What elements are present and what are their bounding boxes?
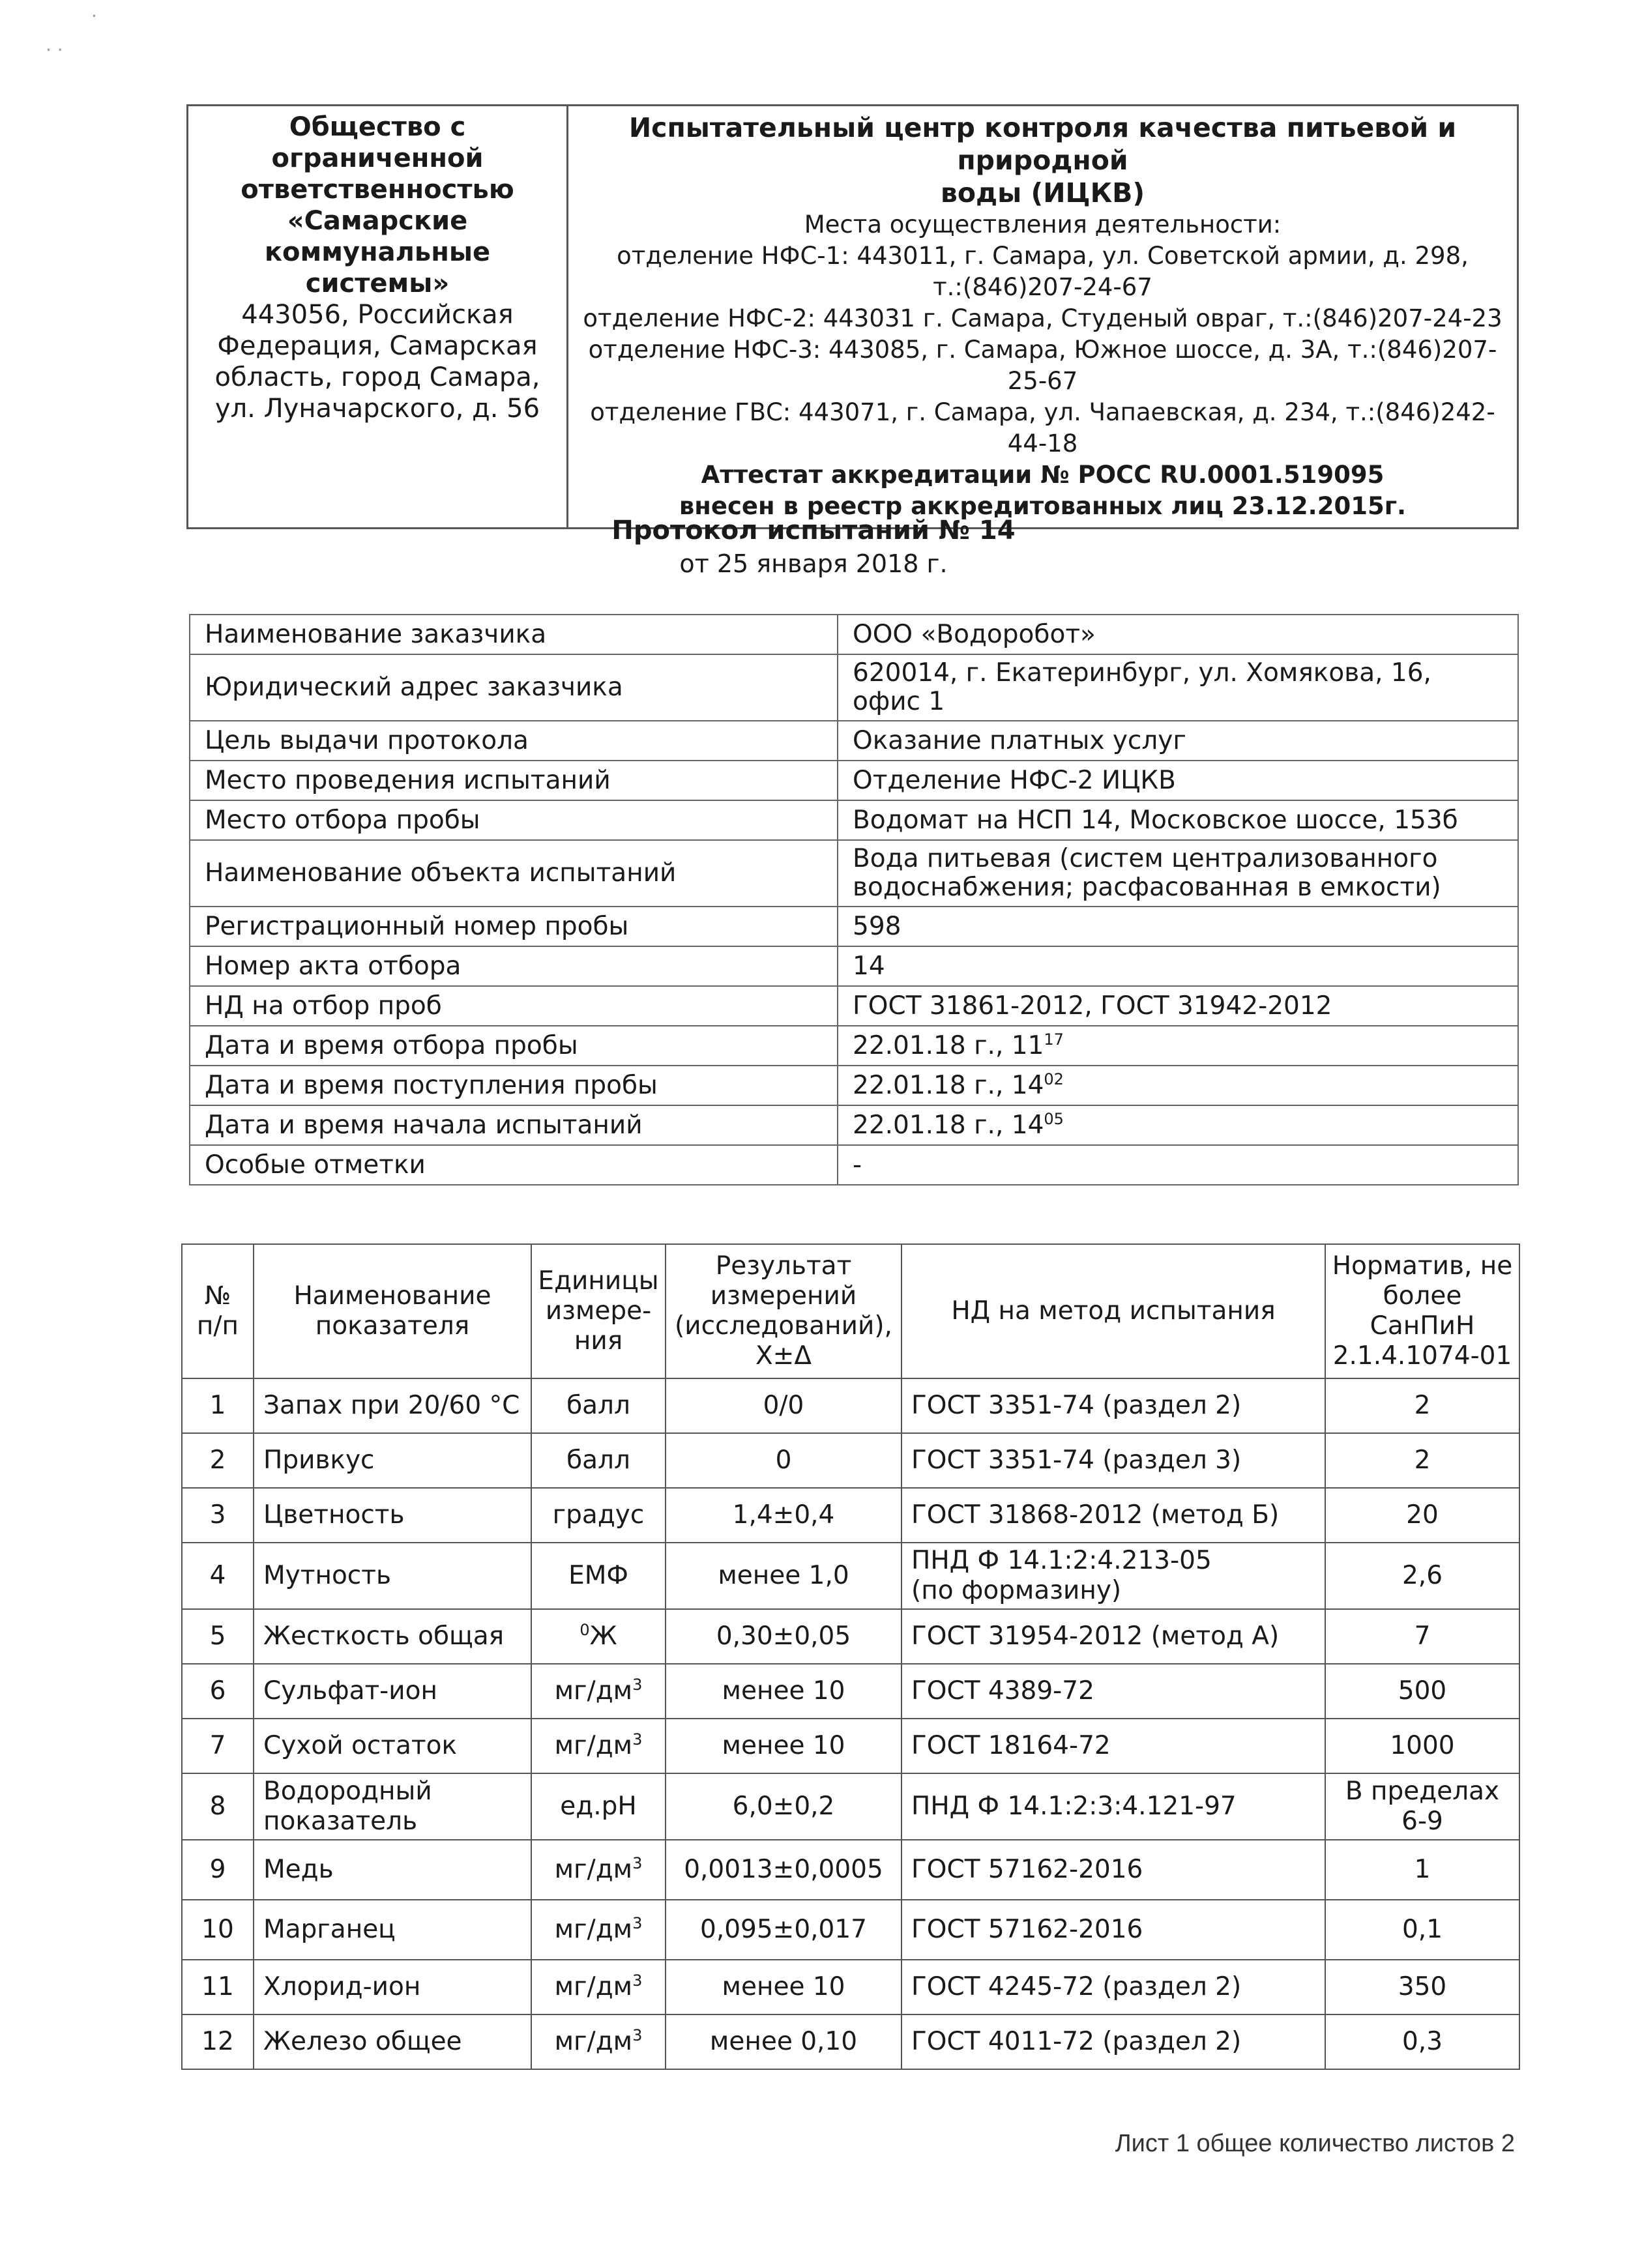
- unit: $мг/дм^3$: [531, 1960, 666, 2014]
- header-indicator-name: Наименование показателя: [254, 1244, 531, 1378]
- test-method: ГОСТ 57162-2016: [901, 1840, 1325, 1900]
- test-method: ГОСТ 18164-72: [901, 1719, 1325, 1773]
- row-number: 10: [182, 1900, 254, 1960]
- norm-value: 500: [1325, 1664, 1519, 1719]
- info-row: [190, 1066, 1518, 1105]
- results-table: [181, 1243, 1520, 2070]
- result-value: менее 0,10: [666, 2014, 901, 2069]
- row-number: 4: [182, 1543, 254, 1609]
- info-value: 14: [838, 946, 1518, 986]
- info-row: [190, 800, 1518, 840]
- info-label: Цель выдачи протокола: [190, 721, 838, 761]
- indicator-name: Сульфат-ион: [254, 1664, 531, 1719]
- info-row: [190, 907, 1518, 946]
- info-label: Дата и время отбора пробы: [190, 1026, 838, 1066]
- test-method: ГОСТ 3351-74 (раздел 3): [901, 1433, 1325, 1488]
- norm-value: 1: [1325, 1840, 1519, 1900]
- info-row: [190, 840, 1518, 907]
- norm-value: 350: [1325, 1960, 1519, 2014]
- header-method: НД на метод испытания: [901, 1244, 1325, 1378]
- sample-info-table: [189, 614, 1519, 1185]
- info-row: [190, 654, 1518, 721]
- result-value: 1,4±0,4: [666, 1488, 901, 1543]
- indicator-name: Железо общее: [254, 2014, 531, 2069]
- info-value: Отделение НФС-2 ИЦКВ: [838, 761, 1518, 800]
- info-value: 22.01.18 г., $14^{05}$: [838, 1105, 1518, 1145]
- info-value: Оказание платных услуг: [838, 721, 1518, 761]
- results-row: [182, 1488, 1519, 1543]
- row-number: 6: [182, 1664, 254, 1719]
- result-value: менее 10: [666, 1960, 901, 2014]
- accreditation: Аттестат аккредитации № РОСС RU.0001.519095 внесен в реестр аккредитованных лиц 23.12.2015г.: [679, 461, 1407, 520]
- info-row: [190, 946, 1518, 986]
- info-value: Водомат на НСП 14, Московское шоссе, 153б: [838, 800, 1518, 840]
- norm-value: 7: [1325, 1609, 1519, 1664]
- testing-center-title: Испытательный центр контроля качества питьевой и природной воды (ИЦКВ): [628, 112, 1457, 209]
- row-number: 5: [182, 1609, 254, 1664]
- scan-speck: · ·: [46, 39, 63, 61]
- results-row: [182, 1840, 1519, 1900]
- unit: балл: [531, 1433, 666, 1488]
- result-value: 0/0: [666, 1378, 901, 1433]
- info-row: [190, 615, 1518, 654]
- info-value: 22.01.18 г., $11^{17}$: [838, 1026, 1518, 1066]
- testing-center-cell: [568, 106, 1518, 529]
- header-table: [186, 104, 1519, 529]
- test-method: ПНД Ф 14.1:2:4.213-05 (по формазину): [901, 1543, 1325, 1609]
- result-value: менее 1,0: [666, 1543, 901, 1609]
- info-row: [190, 1145, 1518, 1185]
- norm-value: 0,1: [1325, 1900, 1519, 1960]
- results-row: [182, 1664, 1519, 1719]
- branch-line: отделение НФС-1: 443011, г. Самара, ул. Советской армии, д. 298,: [617, 242, 1469, 270]
- unit: балл: [531, 1378, 666, 1433]
- info-value: ГОСТ 31861-2012, ГОСТ 31942-2012: [838, 986, 1518, 1026]
- places-label: Места осуществления деятельности:: [804, 211, 1282, 239]
- info-label: Наименование объекта испытаний: [190, 840, 838, 907]
- organization-address: 443056, Российская Федерация, Самарская область, город Самара, ул. Луначарского, д. 56: [214, 300, 540, 424]
- info-value: ООО «Водоробот»: [838, 615, 1518, 654]
- info-value: 620014, г. Екатеринбург, ул. Хомякова, 16, офис 1: [838, 654, 1518, 721]
- results-row: [182, 1719, 1519, 1773]
- unit: $мг/дм^3$: [531, 1840, 666, 1900]
- info-value: 22.01.18 г., $14^{02}$: [838, 1066, 1518, 1105]
- branch-line: отделение ГВС: 443071, г. Самара, ул. Чапаевская, д. 234, т.:(846)242-44-18: [590, 398, 1495, 458]
- info-label: Дата и время начала испытаний: [190, 1105, 838, 1145]
- page-footer: Лист 1 общее количество листов 2: [1115, 2130, 1515, 2157]
- result-value: 0,0013±0,0005: [666, 1840, 901, 1900]
- info-label: Наименование заказчика: [190, 615, 838, 654]
- organization-cell: [188, 106, 568, 529]
- norm-value: 2: [1325, 1433, 1519, 1488]
- row-number: 12: [182, 2014, 254, 2069]
- result-value: 6,0±0,2: [666, 1773, 901, 1840]
- results-row: [182, 1900, 1519, 1960]
- test-method: ГОСТ 57162-2016: [901, 1900, 1325, 1960]
- row-number: 9: [182, 1840, 254, 1900]
- indicator-name: Сухой остаток: [254, 1719, 531, 1773]
- result-value: 0,30±0,05: [666, 1609, 901, 1664]
- norm-value: 2: [1325, 1378, 1519, 1433]
- test-method: ГОСТ 4011-72 (раздел 2): [901, 2014, 1325, 2069]
- test-method: ГОСТ 31954-2012 (метод А): [901, 1609, 1325, 1664]
- results-row: [182, 1433, 1519, 1488]
- results-row: [182, 1609, 1519, 1664]
- info-label: Номер акта отбора: [190, 946, 838, 986]
- info-label: Особые отметки: [190, 1145, 838, 1185]
- row-number: 8: [182, 1773, 254, 1840]
- norm-value: В пределах 6-9: [1325, 1773, 1519, 1840]
- header-units: Единицы измере- ния: [531, 1244, 666, 1378]
- norm-value: 2,6: [1325, 1543, 1519, 1609]
- results-row: [182, 1378, 1519, 1433]
- info-label: НД на отбор проб: [190, 986, 838, 1026]
- indicator-name: Привкус: [254, 1433, 531, 1488]
- row-number: 1: [182, 1378, 254, 1433]
- test-method: ГОСТ 4389-72: [901, 1664, 1325, 1719]
- test-method: ПНД Ф 14.1:2:3:4.121-97: [901, 1773, 1325, 1840]
- indicator-name: Водородный показатель: [254, 1773, 531, 1840]
- norm-value: 20: [1325, 1488, 1519, 1543]
- unit: ЕМФ: [531, 1543, 666, 1609]
- info-value: -: [838, 1145, 1518, 1185]
- info-row: [190, 986, 1518, 1026]
- info-label: Юридический адрес заказчика: [190, 654, 838, 721]
- norm-value: 0,3: [1325, 2014, 1519, 2069]
- info-row: [190, 761, 1518, 800]
- test-method: ГОСТ 31868-2012 (метод Б): [901, 1488, 1325, 1543]
- test-method: ГОСТ 3351-74 (раздел 2): [901, 1378, 1325, 1433]
- results-row: [182, 1960, 1519, 2014]
- header-result: Результат измерений (исследований), Х±Δ: [666, 1244, 901, 1378]
- unit: градус: [531, 1488, 666, 1543]
- info-row: [190, 721, 1518, 761]
- indicator-name: Цветность: [254, 1488, 531, 1543]
- info-value: Вода питьевая (систем централизованного водоснабжения; расфасованная в емкости): [838, 840, 1518, 907]
- header-number: № п/п: [182, 1244, 254, 1378]
- row-number: 11: [182, 1960, 254, 2014]
- results-header-row: [182, 1244, 1519, 1378]
- branch-line: отделение НФС-3: 443085, г. Самара, Южное шоссе, д. 3А, т.:(846)207-25-67: [588, 336, 1497, 395]
- result-value: 0: [666, 1433, 901, 1488]
- unit: ед.pH: [531, 1773, 666, 1840]
- result-value: 0,095±0,017: [666, 1900, 901, 1960]
- protocol-date: от 25 января 2018 г.: [679, 549, 948, 578]
- protocol-title: Протокол испытаний № 14: [611, 516, 1016, 545]
- row-number: 2: [182, 1433, 254, 1488]
- row-number: 3: [182, 1488, 254, 1543]
- results-row: [182, 1773, 1519, 1840]
- header-norm: Норматив, не более СанПиН 2.1.4.1074-01: [1325, 1244, 1519, 1378]
- organization-name: Общество с ограниченной ответственностью «Самарские коммунальные системы»: [241, 112, 514, 298]
- unit: $мг/дм^3$: [531, 1664, 666, 1719]
- test-method: ГОСТ 4245-72 (раздел 2): [901, 1960, 1325, 2014]
- info-row: [190, 1026, 1518, 1066]
- info-label: Место проведения испытаний: [190, 761, 838, 800]
- indicator-name: Мутность: [254, 1543, 531, 1609]
- results-row: [182, 2014, 1519, 2069]
- info-row: [190, 1105, 1518, 1145]
- results-row: [182, 1543, 1519, 1609]
- norm-value: 1000: [1325, 1719, 1519, 1773]
- info-label: Регистрационный номер пробы: [190, 907, 838, 946]
- indicator-name: Марганец: [254, 1900, 531, 1960]
- row-number: 7: [182, 1719, 254, 1773]
- branch-line: отделение НФС-2: 443031 г. Самара, Студеный овраг, т.:(846)207-24-23: [583, 304, 1502, 332]
- result-value: менее 10: [666, 1719, 901, 1773]
- info-value: 598: [838, 907, 1518, 946]
- unit: $^0$Ж: [531, 1609, 666, 1664]
- result-value: менее 10: [666, 1664, 901, 1719]
- unit: $мг/дм^3$: [531, 1719, 666, 1773]
- indicator-name: Хлорид-ион: [254, 1960, 531, 2014]
- indicator-name: Запах при 20/60 °С: [254, 1378, 531, 1433]
- info-label: Место отбора пробы: [190, 800, 838, 840]
- scan-speck: ·: [91, 5, 97, 27]
- branch-line: т.:(846)207-24-67: [933, 273, 1152, 301]
- unit: $мг/дм^3$: [531, 1900, 666, 1960]
- indicator-name: Медь: [254, 1840, 531, 1900]
- indicator-name: Жесткость общая: [254, 1609, 531, 1664]
- unit: $мг/дм^3$: [531, 2014, 666, 2069]
- info-label: Дата и время поступления пробы: [190, 1066, 838, 1105]
